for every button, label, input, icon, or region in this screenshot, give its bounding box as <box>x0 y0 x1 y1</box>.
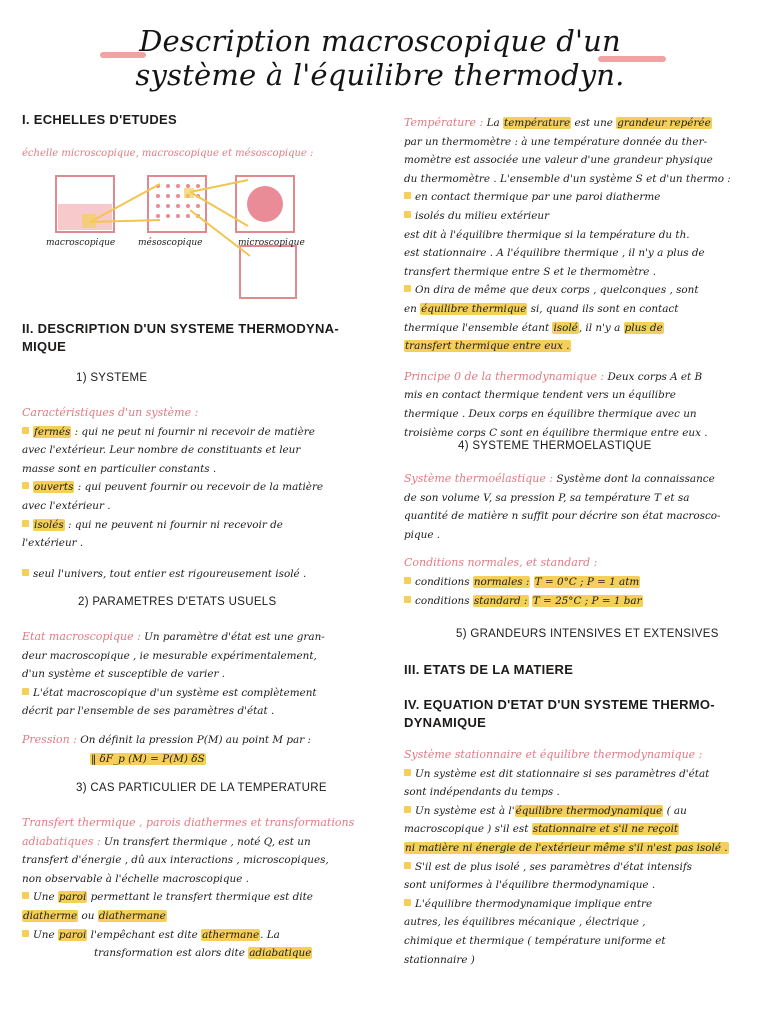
fermes-line-3: masse sont en particulier constants . <box>22 462 217 475</box>
etat-line-3: d'un système et susceptible de varier . <box>22 668 226 681</box>
temp-l8-text: On dira de même que deux corps , quelconques , sont <box>415 284 699 297</box>
cond1-pre: conditions <box>415 575 470 588</box>
stat-l8-text: L'équilibre thermodynamique implique entre <box>415 897 653 910</box>
temp-b1-text: en contact thermique par une paroi diatherme <box>415 191 661 204</box>
stat-line-3 <box>404 802 756 821</box>
section-4-heading-line2: DYNAMIQUE <box>404 715 487 730</box>
thermo-line-4: pique . <box>404 528 441 541</box>
subsection-thermoelastique: 4) SYSTEME THERMOELASTIQUE <box>458 440 652 452</box>
principe-line-1 <box>404 368 756 387</box>
caracteristiques-block <box>22 404 362 583</box>
bullet-icon <box>22 427 29 434</box>
cond2-pre: conditions <box>415 594 470 607</box>
diathermane-keyword: diathermane <box>98 909 166 922</box>
label-mesoscopique: mésoscopique <box>138 238 203 248</box>
principe-line-3: thermique . Deux corps en équilibre thermique avec un <box>404 407 697 420</box>
fermes-keyword: fermés <box>34 425 71 438</box>
stat-l3-post: ( au <box>666 804 687 817</box>
paroi2-pre: Une <box>33 928 55 941</box>
paroi1-post: permettant le transfert thermique est dite <box>90 891 313 904</box>
bullet-icon <box>404 806 411 813</box>
univers-line <box>22 565 362 584</box>
section-2-heading-line1: II. DESCRIPTION D'UN SYSTEME THERMODYNA- <box>22 321 339 336</box>
subsection-temperature: 3) CAS PARTICULIER DE LA TEMPERATURE <box>76 782 327 794</box>
temp-line-2: par un thermomètre : à une température donnée du ther- <box>404 135 708 148</box>
temp-l9-pre: en <box>404 302 417 315</box>
thermo-title: Système thermoélastique : <box>404 472 554 485</box>
temperature-block <box>404 114 756 442</box>
stat-l1-text: Un système est dit stationnaire si ses paramètres d'état <box>415 767 710 780</box>
stat-line-4 <box>404 820 756 839</box>
diatherme-keyword: diatherme <box>23 909 78 922</box>
transfo-text: transformation est alors dite <box>94 947 245 960</box>
ouverts-line-2: avec l'extérieur . <box>22 499 111 512</box>
bullet-icon <box>404 596 411 603</box>
etat-text-1: Un paramètre d'état est une gran- <box>144 631 325 643</box>
micro-molecule <box>247 186 283 222</box>
grandeur-keyword: grandeur repérée <box>617 117 711 129</box>
title-line-2: système à l'équilibre thermodyn. <box>135 58 625 92</box>
stat-l4-pre: macroscopique ) s'il est <box>404 823 529 836</box>
principe-line-4: troisième corps C sont en équilibre thermique entre eux . <box>404 426 708 439</box>
isoles-text: : qui ne peuvent ni fournir ni recevoir de <box>68 518 283 531</box>
stat-line-1 <box>404 765 756 784</box>
conditions-title: Conditions normales, et standard : <box>404 556 598 570</box>
ni-matiere-keyword: ni matière ni énergie de l'extérieur même s'il n'est pas isolé . <box>405 841 728 854</box>
equilibre-thermique-keyword: équilibre thermique <box>421 302 527 315</box>
stat-l6-text: S'il est de plus isolé , ses paramètres d'état intensifs <box>415 860 693 873</box>
paroi2-line <box>22 926 372 945</box>
fermes-line-1 <box>22 423 362 442</box>
stat-line-11: stationnaire ) <box>404 953 475 966</box>
pression-line-1 <box>22 731 367 750</box>
isoles-line-2: l'extérieur . <box>22 537 84 550</box>
transfert-title-2: adiabatiques : <box>22 834 101 848</box>
thermo-line-3: quantité de matière n suffit pour décrire son état macrosco- <box>404 510 721 523</box>
bullet-icon <box>22 930 29 937</box>
temp-title: Température : <box>404 116 484 129</box>
temperature-keyword: température <box>504 117 571 129</box>
temp-bullet-1 <box>404 188 756 207</box>
principe-line-2: mis en contact thermique tendent vers un équilibre <box>404 389 676 402</box>
temp-line-1 <box>404 114 756 133</box>
etat-line-5: décrit par l'ensemble de ses paramètres d'état . <box>22 705 275 718</box>
isole-keyword: isolé <box>553 321 578 334</box>
paroi1-pre: Une <box>33 891 55 904</box>
pression-formula: ‖ δF_p (M) = P(M) δS <box>91 752 205 765</box>
isoles-keyword: isolés <box>34 518 64 531</box>
zoom-square-2 <box>184 188 194 198</box>
label-macroscopique: macroscopique <box>46 238 116 248</box>
isoles-line-1 <box>22 516 362 535</box>
pression-text: On définit la pression P(M) au point M par : <box>80 733 311 746</box>
thermoelastique-block <box>404 470 756 610</box>
fermes-line-2: avec l'extérieur. Leur nombre de constituants et leur <box>22 444 301 457</box>
subsection-systeme: 1) SYSTEME <box>76 372 148 384</box>
transfert-text-2: Un transfert thermique , noté Q, est un <box>104 835 311 848</box>
equilibre-thermodynamique-keyword: équilibre thermodynamique <box>515 804 663 817</box>
page-title <box>100 24 660 92</box>
thermo-text-1: Système dont la connaissance <box>556 473 715 485</box>
la-text: . La <box>260 928 280 941</box>
transfert-line-2 <box>22 833 372 852</box>
stat-l3-pre: Un système est à l' <box>415 804 515 817</box>
section-4-heading <box>404 696 715 732</box>
etat-text-4: L'état macroscopique d'un système est complètement <box>33 686 317 699</box>
pression-formula-row <box>22 750 367 769</box>
etat-title: Etat macroscopique : <box>22 630 141 643</box>
bullet-icon <box>22 688 29 695</box>
bullet-icon <box>404 211 411 218</box>
temp-l10-mid: , il n'y a <box>578 321 621 334</box>
section-2-heading-line2: MIQUE <box>22 339 67 354</box>
temp-line-6: est stationnaire . A l'équilibre thermique , il n'y a plus de <box>404 247 705 260</box>
transfert-title-1: Transfert thermique , parois diathermes et transformations <box>22 816 355 829</box>
section-1-heading: I. ECHELLES D'ETUDES <box>22 112 177 127</box>
diatherme-line <box>22 907 372 926</box>
bullet-icon <box>404 285 411 292</box>
transfert-line-3: transfert d'énergie , dû aux interactions , microscopiques, <box>22 854 329 867</box>
bullet-icon <box>22 569 29 576</box>
temp-line-10 <box>404 319 756 338</box>
normales-values: T = 0°C ; P = 1 atm <box>534 575 640 588</box>
stat-line-6 <box>404 858 756 877</box>
temp-pre: La <box>486 117 500 129</box>
temp-line-5: est dit à l'équilibre thermique si la température du th. <box>404 228 690 241</box>
temp-line-9 <box>404 300 756 319</box>
stat-line-10: chimique et thermique ( température uniforme et <box>404 934 666 947</box>
temp-b2-text: isolés du milieu extérieur <box>415 209 550 222</box>
section-2-heading <box>22 320 339 356</box>
stationnaire-title: Système stationnaire et équilibre thermodynamique : <box>404 748 703 761</box>
ouverts-text: : qui peuvent fournir ou recevoir de la matière <box>77 481 324 494</box>
section-4-heading-line1: IV. EQUATION D'ETAT D'UN SYSTEME THERMO- <box>404 697 715 712</box>
univers-text: seul l'univers, tout entier est rigoureusement isolé . <box>33 567 307 580</box>
temp-line-3: momètre est associée une valeur d'une grandeur physique <box>404 154 713 167</box>
standard-keyword: standard : <box>473 594 528 607</box>
bullet-icon <box>404 577 411 584</box>
subsection-parametres: 2) PARAMETRES D'ETATS USUELS <box>78 596 277 608</box>
bullet-icon <box>22 892 29 899</box>
paroi2-keyword: paroi <box>58 928 87 941</box>
ouverts-line-1 <box>22 478 362 497</box>
temp-line-8 <box>404 281 756 300</box>
temp-line-11 <box>404 337 756 356</box>
standard-values: T = 25°C ; P = 1 bar <box>532 594 642 607</box>
zoom-line-1 <box>90 184 160 222</box>
bullet-icon <box>22 482 29 489</box>
principe-text-1: Deux corps A et B <box>607 370 703 383</box>
bullet-icon <box>22 520 29 527</box>
bullet-icon <box>404 192 411 199</box>
stationnaire-block <box>404 746 756 969</box>
principe-title: Principe 0 de la thermodynamique : <box>404 369 605 383</box>
title-line-1: Description macroscopique d'un <box>139 24 621 58</box>
temp-line-4: du thermomètre . L'ensemble d'un système S et d'un thermo : <box>404 172 731 185</box>
etat-line-1 <box>22 628 367 647</box>
athermane-keyword: athermane <box>202 928 260 941</box>
ou-text: ou <box>81 909 95 922</box>
subsection-grandeurs: 5) GRANDEURS INTENSIVES ET EXTENSIVES <box>456 628 719 640</box>
bullet-icon <box>404 899 411 906</box>
plus-de-keyword: plus de <box>624 321 663 334</box>
paroi1-line <box>22 888 372 907</box>
etat-line-4 <box>22 684 367 703</box>
thermo-line-1 <box>404 470 756 489</box>
thermo-line-2: de son volume V, sa pression P, sa température T et sa <box>404 491 690 504</box>
stat-line-8 <box>404 895 756 914</box>
stationnaire-keyword: stationnaire et s'il ne reçoit <box>532 823 679 836</box>
adiabatique-line <box>22 944 372 963</box>
pression-title: Pression : <box>22 732 77 746</box>
zoom-line-4 <box>190 192 248 226</box>
paroi1-keyword: paroi <box>58 891 87 904</box>
transfert-line-4: non observable à l'échelle macroscopique . <box>22 872 249 885</box>
temp-l9-post: si, quand ils sont en contact <box>530 302 679 315</box>
stat-line-9: autres, les équilibres mécanique , électrique , <box>404 916 646 929</box>
zoom-square-1 <box>82 214 96 228</box>
bullet-icon <box>404 862 411 869</box>
temp-l10-pre: thermique l'ensemble étant <box>404 321 550 334</box>
etat-line-2: deur macroscopique , ie mesurable expérimentalement, <box>22 649 317 662</box>
label-microscopique: microscopique <box>238 238 305 248</box>
etat-block <box>22 628 367 768</box>
ouverts-keyword: ouverts <box>34 481 74 494</box>
fermes-text: : qui ne peut ni fournir ni recevoir de matière <box>74 425 315 438</box>
normales-keyword: normales : <box>473 575 530 588</box>
conditions-standard <box>404 592 756 611</box>
scales-subtitle: échelle microscopique, macroscopique et mésoscopique : <box>22 148 314 159</box>
paroi2-post: l'empêchant est dite <box>90 928 198 941</box>
transfert-block <box>22 814 372 963</box>
caracteristiques-title: Caractéristiques d'un système : <box>22 406 199 419</box>
conditions-normales <box>404 573 756 592</box>
stat-line-5 <box>404 839 756 858</box>
temp-line-7: transfert thermique entre S et le thermomètre . <box>404 265 657 278</box>
temp-mid: est une <box>574 117 613 129</box>
adiabatique-keyword: adiabatique <box>249 947 312 960</box>
transfert-keyword: transfert thermique entre eux . <box>405 340 570 353</box>
section-3-heading: III. ETATS DE LA MATIERE <box>404 662 574 677</box>
stat-line-2: sont indépendants du temps . <box>404 786 560 799</box>
temp-bullet-2 <box>404 207 756 226</box>
stat-line-7: sont uniformes à l'équilibre thermodynamique . <box>404 879 656 892</box>
bullet-icon <box>404 769 411 776</box>
